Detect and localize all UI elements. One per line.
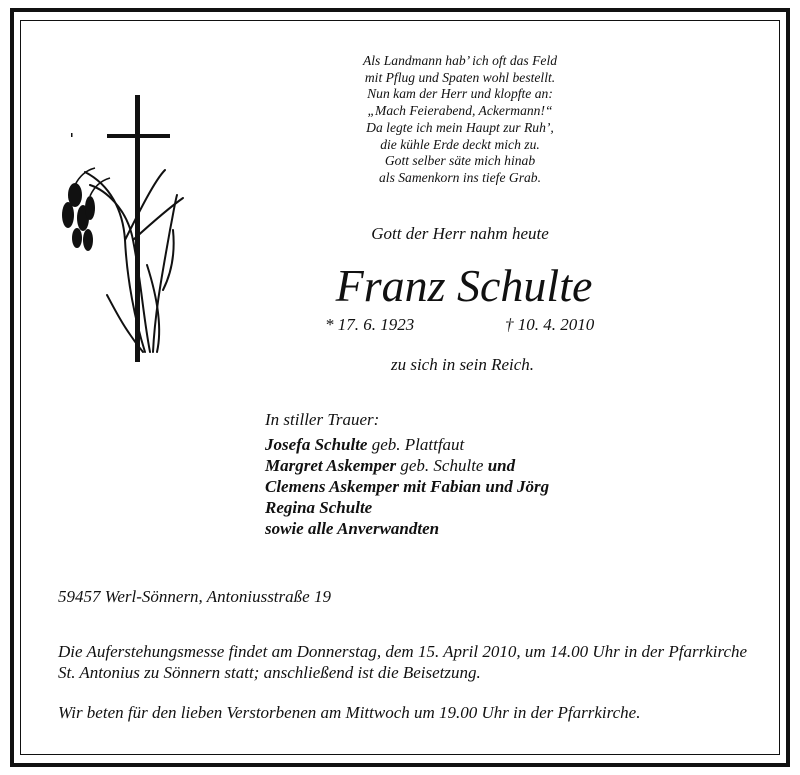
mourner-name: Margret Askemper [265,456,397,475]
mass-notice: Die Auferstehungsmesse findet am Donnerstag, dem 15. April 2010, um 14.00 Uhr in der Pfarrkirche St. Antonius zu Sönnern statt; anschließend ist die Beisetzung. [58,642,748,682]
address: 59457 Werl-Sönnern, Antoniusstraße 19 [58,587,331,606]
mourner-name: Josefa Schulte [265,435,368,454]
poem-line: die kühle Erde deckt mich zu. [380,136,540,152]
poem-line: als Samenkorn ins tiefe Grab. [379,169,541,185]
birth-date: * 17. 6. 1923 [325,315,415,334]
mourner-note: geb. Schulte [396,456,488,475]
poem-line: Gott selber säte mich hinab [384,153,536,169]
mourners-list [265,409,549,539]
mourners-heading: In stiller Trauer: [265,410,380,429]
prayer-notice: Wir beten für den lieben Verstorbenen am Mittwoch um 19.00 Uhr in der Pfarrkirche. [58,703,641,722]
cross-with-wheat-icon [55,90,185,365]
deceased-name: Franz Schulte [335,260,593,311]
mourner-entry [265,434,549,455]
mourner-name: Regina Schulte [265,498,373,517]
mourner-entry [265,476,549,497]
poem-line: Da legte ich mein Haupt zur Ruh’, [366,119,554,135]
poem [310,53,610,187]
intro-text: Gott der Herr nahm heute [371,224,549,243]
mourner-entry [265,518,549,539]
mourner-conjunction: und [487,456,516,475]
death-date: † 10. 4. 2010 [505,315,595,334]
mourner-name: Clemens Askemper mit Fabian und Jörg [265,477,550,496]
outro-text: zu sich in sein Reich. [390,355,535,374]
poem-line: „Mach Feierabend, Ackermann!“ [367,103,553,119]
mourner-entry [265,497,549,518]
poem-line: Nun kam der Herr und klopfte an: [367,86,553,102]
mourner-note: geb. Plattfaut [367,435,465,454]
poem-line: Als Landmann hab’ ich oft das Feld [362,53,558,68]
mourner-entry [265,455,549,476]
mourner-name: sowie alle Anverwandten [265,519,440,538]
poem-line: mit Pflug und Spaten wohl bestellt. [364,69,556,85]
